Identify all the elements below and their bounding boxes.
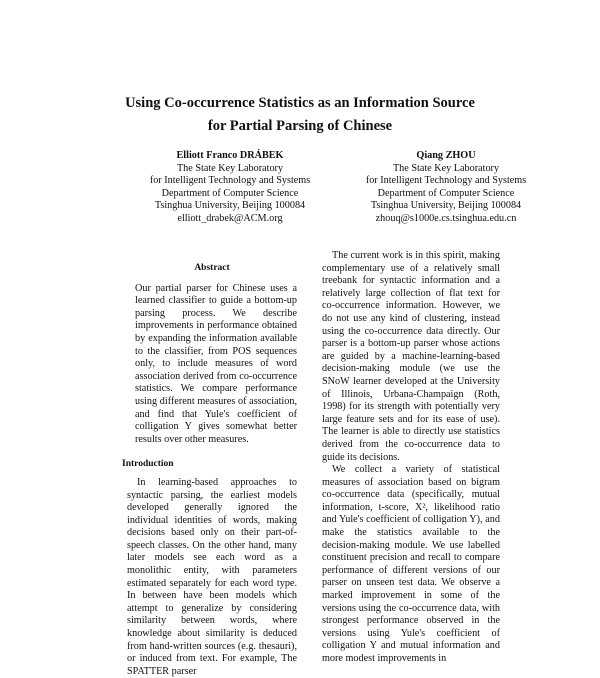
author-email: elliott_drabek@ACM.org (177, 212, 283, 224)
author-name: Qiang ZHOU (416, 150, 476, 161)
abstract-heading: Abstract (194, 263, 230, 273)
author-affiliation: for Intelligent Technology and Systems (365, 175, 527, 187)
author-affiliation: The State Key Laboratory (176, 162, 284, 174)
introduction-text: In learning-based approaches to syntactic parsing, the earliest models developed generally ignored the individual identities of words, making decisions based only on their part-of-speech classes. On the other hand, many later models see each word as a monolithic entity, with parameters estimated separately for each word type. In between have been models which attempt to generalize by considering similarity between words, where knowledge about similarity is deduced from hand-written sources (e.g. thesauri), or induced from text. For example, The SPATTER parser (127, 476, 297, 677)
author-department: Department of Computer Science (377, 187, 515, 199)
left-column (122, 262, 297, 678)
author-block-2 (316, 150, 576, 226)
introduction-heading: Introduction (122, 459, 174, 470)
right-column (322, 250, 500, 666)
author-university: Tsinghua University, Beijing 100084 (370, 200, 522, 212)
title-line-1: Using Co-occurrence Statistics as an Information Source (125, 95, 475, 111)
title-line-2: for Partial Parsing of Chinese (207, 118, 393, 134)
paragraph: The current work is in this spirit, making complementary use of a relatively small treebank for syntactic information and a relatively large collection of flat text for co-occurrence information. However, we do not use any kind of clustering, instead using the co-occurrence data directly. Our parser is a bottom-up parser whose actions are guided by a machine-learning-based decision-making module (we use the SNoW learner developed at the University of Illinois, Urbana-Champaign (Roth, 1998) for its strength with potentially very large feature sets and for its ease of use). The learner is able to directly use statistics derived from the co-occurrence data to guide its decisions. (322, 250, 500, 463)
paragraph: We collect a variety of statistical measures of association based on bigram co-occurrence data (specifically, mutual information, t-score, X², likelihood ratio and Yule's coefficient of colligation Y), and make the statistics available to the decision-making module. We use labelled constituent precision and recall to compare performance of different versions of our parser on unseen test data. We observe a marked improvement in some of the versions using the co-occurrence data, with strongest performance observed in the versions using Yule's coefficient of colligation Y and mutual information and more modest improvements in (322, 464, 500, 664)
author-university: Tsinghua University, Beijing 100084 (154, 200, 306, 212)
paper-title (60, 92, 540, 138)
author-department: Department of Computer Science (161, 187, 299, 199)
abstract-text: Our partial parser for Chinese uses a learned classifier to guide a bottom-up parsing process. We describe improvements in performance obtained by expanding the information available to the classifier, from POS sequences only, to include measures of word association derived from co-occurrence statistics. We compare performance using different measures of association, and find that Yule's coefficient of colligation Y gives somewhat better results over other measures. (135, 282, 297, 445)
introduction-body (127, 477, 297, 678)
right-column-body (322, 250, 500, 666)
author-affiliation: for Intelligent Technology and Systems (149, 175, 311, 187)
author-email: zhouq@s1000e.cs.tsinghua.edu.cn (375, 212, 517, 224)
abstract-body (127, 283, 297, 447)
author-name: Elliott Franco DRÁBEK (176, 150, 284, 161)
author-affiliation: The State Key Laboratory (392, 162, 500, 174)
